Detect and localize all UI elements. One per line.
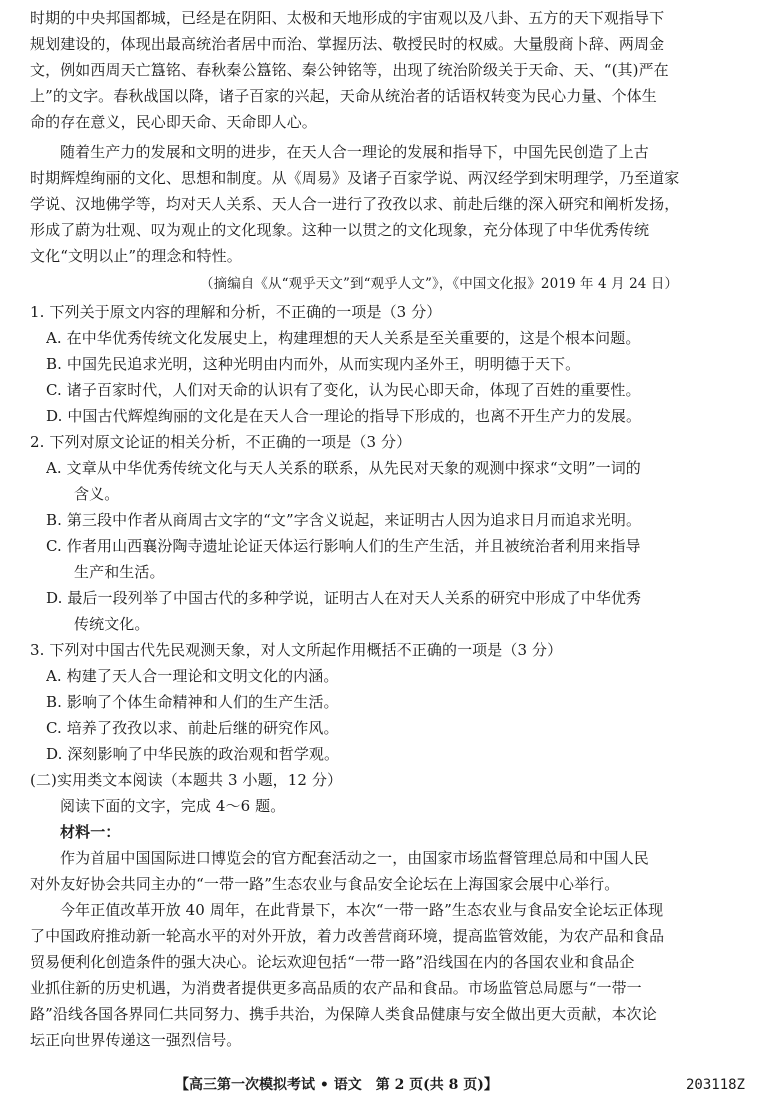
option-a: A. 在中华优秀传统文化发展史上，构建理想的天人关系是至关重要的，这是个根本问题。	[46, 329, 641, 347]
option-c: C. 诸子百家时代，人们对天命的认识有了变化，认为民心即天命，体现了百姓的重要性。	[46, 381, 641, 399]
source-citation: （摘编自《从“观乎天文”到“观乎人文”》，《中国文化报》2019 年 4 月 24 日）	[200, 276, 679, 292]
text-line: 了中国政府推动新一轮高水平的对外开放，着力改善营商环境，提高监管效能，为农产品和食品	[30, 927, 665, 945]
page-footer	[0, 1074, 775, 1096]
text-line: 贸易便利化创造条件的强大决心。论坛欢迎包括“一带一路”沿线国在内的各国农业和食品企	[30, 953, 635, 971]
option-b: B. 中国先民追求光明，这种光明由内而外，从而实现内圣外王，明明德于天下。	[46, 355, 581, 373]
option-a-cont: 含义。	[74, 485, 120, 503]
text-line: 作为首届中国国际进口博览会的官方配套活动之一，由国家市场监督管理总局和中国人民	[60, 849, 649, 867]
option-d: D. 深刻影响了中华民族的政治观和哲学观。	[46, 745, 340, 763]
option-d: D. 最后一段列举了中国古代的多种学说，证明古人在对天人关系的研究中形成了中华优秀	[46, 589, 642, 607]
section-heading: (二)实用类文本阅读（本题共 3 小题，12 分）	[30, 771, 343, 789]
option-a: A. 构建了天人合一理论和文明文化的内涵。	[46, 667, 339, 685]
option-c: C. 培养了孜孜以求、前赴后继的研究作风。	[46, 719, 339, 737]
option-d: D. 中国古代辉煌绚丽的文化是在天人合一理论的指导下形成的，也离不开生产力的发展。	[46, 407, 642, 425]
question-1: 1. 下列关于原文内容的理解和分析，不正确的一项是（3 分）	[30, 303, 442, 321]
option-a: A. 文章从中华优秀传统文化与天人关系的联系，从先民对天象的观测中探求“文明”一词的	[46, 459, 641, 477]
text-line: 业抓住新的历史机遇，为消费者提供更多高品质的农产品和食品。市场监管总局愿与“一带一	[30, 979, 642, 997]
option-c-cont: 生产和生活。	[74, 563, 165, 581]
option-d-cont: 传统文化。	[74, 615, 150, 633]
material-label: 材料一：	[60, 823, 121, 841]
instruction: 阅读下面的文字，完成 4～6 题。	[60, 797, 286, 815]
text-line: 文，例如西周天亡簋铭、春秋秦公簋铭、秦公钟铭等，出现了统治阶级关于天命、天、“(其)严在	[30, 61, 669, 79]
option-b: B. 第三段中作者从商周古文字的“文”字含义说起，来证明古人因为追求日月而追求光明。	[46, 511, 642, 529]
question-2: 2. 下列对原文论证的相关分析，不正确的一项是（3 分）	[30, 433, 412, 451]
text-line: 文化“文明以止”的理念和特性。	[30, 247, 242, 265]
text-line: 形成了蔚为壮观、叹为观止的文化现象。这种一以贯之的文化现象，充分体现了中华优秀传统	[30, 221, 650, 239]
text-line: 对外友好协会共同主办的“一带一路”生态农业与食品安全论坛在上海国家会展中心举行。	[30, 875, 620, 893]
text-line: 规划建设的，体现出最高统治者居中而治、掌握历法、敬授民时的权威。大量殷商卜辞、两周金	[30, 35, 665, 53]
text-line: 上”的文字。春秋战国以降，诸子百家的兴起，天命从统治者的话语权转变为民心力量、个体生	[30, 87, 657, 105]
text-line: 今年正值改革开放 40 周年，在此背景下，本次“一带一路”生态农业与食品安全论坛正体现	[60, 901, 664, 919]
option-b: B. 影响了个体生命精神和人们的生产生活。	[46, 693, 339, 711]
text-line: 时期的中央邦国都城，已经是在阴阳、太极和天地形成的宇宙观以及八卦、五方的天下观指导下	[30, 9, 665, 27]
text-line: 学说、汉地佛学等，均对天人关系、天人合一进行了孜孜以求、前赴后继的深入研究和阐析发扬，	[30, 195, 680, 213]
footer-title: 【高三第一次模拟考试 • 语文 第 2 页(共 8 页)】	[175, 1077, 498, 1093]
text-line: 命的存在意义，民心即天命、天命即人心。	[30, 113, 317, 131]
text-line: 路”沿线各国各界同仁共同努力、携手共治，为保障人类食品健康与安全做出更大贡献，本次论	[30, 1005, 657, 1023]
text-line: 随着生产力的发展和文明的进步，在天人合一理论的发展和指导下，中国先民创造了上古	[60, 143, 649, 161]
footer-code: 203118Z	[685, 1077, 745, 1093]
text-line: 时期辉煌绚丽的文化、思想和制度。从《周易》及诸子百家学说、两汉经学到宋明理学，乃至道家	[30, 169, 680, 187]
question-3: 3. 下列对中国古代先民观测天象，对人文所起作用概括不正确的一项是（3 分）	[30, 641, 563, 659]
option-c: C. 作者用山西襄汾陶寺遗址论证天体运行影响人们的生产生活，并且被统治者利用来指导	[46, 537, 641, 555]
text-line: 坛正向世界传递这一强烈信号。	[30, 1031, 242, 1049]
